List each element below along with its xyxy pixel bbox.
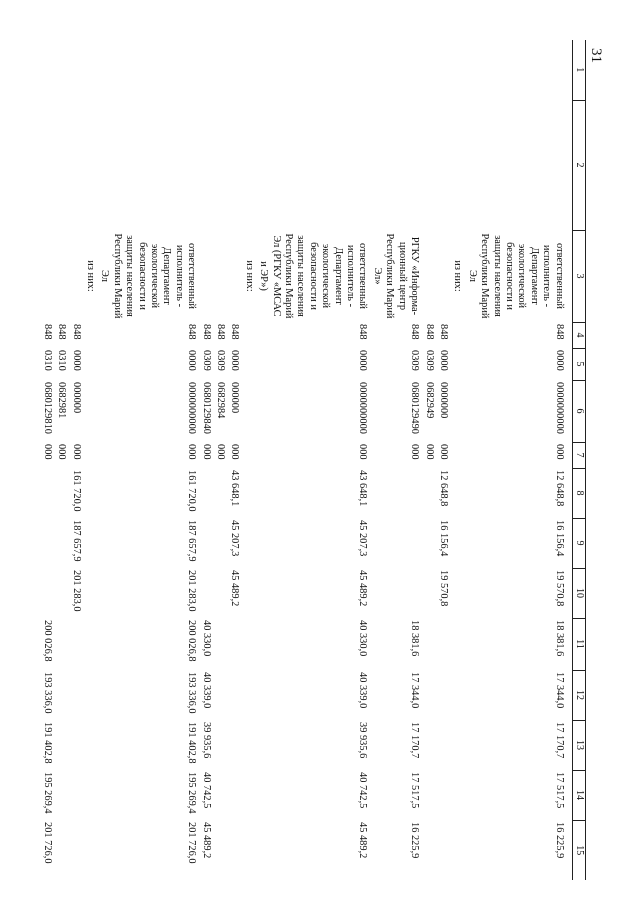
row-value-cell: 161 720,0 <box>186 470 198 512</box>
row-value-cell: 40 339,0 <box>357 672 369 709</box>
empty-cell <box>241 40 255 100</box>
header-cell: 15 <box>572 820 585 880</box>
row-value-cell: 848 <box>553 324 565 340</box>
row-value-cell <box>83 518 97 568</box>
header-cell: 14 <box>572 770 585 820</box>
row-value-cell: 0000 <box>229 350 241 371</box>
row-value-cell <box>54 618 68 670</box>
row-value-cell: 17 517,5 <box>553 772 565 809</box>
header-row <box>572 40 585 880</box>
table-row <box>39 40 53 880</box>
header-cell: 1 <box>572 40 585 100</box>
row-value-cell: 848 <box>186 324 198 340</box>
row-value-cell: 0682981 <box>56 382 68 419</box>
header-cell: 8 <box>572 468 585 518</box>
row-value-cell <box>83 770 97 820</box>
header-cell: 10 <box>572 568 585 618</box>
row-value-cell <box>68 770 82 820</box>
row-value-cell <box>83 322 97 348</box>
row-value-cell: 000 <box>229 444 241 460</box>
empty-cell <box>370 40 422 100</box>
row-label-cell <box>213 230 227 322</box>
row-value-cell: 0309 <box>409 350 421 371</box>
empty-cell <box>227 40 241 100</box>
row-value-cell <box>54 568 68 618</box>
row-value-cell <box>213 770 227 820</box>
row-value-cell: 0309 <box>215 350 227 371</box>
row-value-cell: 45 489,2 <box>357 822 369 859</box>
row-value-cell: 195 269,4 <box>41 772 53 814</box>
table-row <box>464 40 565 880</box>
empty-cell <box>227 100 241 230</box>
row-label-cell: РГКУ «Информа-ционный центр Республики Марий Эл» <box>371 233 421 319</box>
row-value-cell: 45 489,2 <box>200 822 212 859</box>
row-value-cell: 40 339,0 <box>200 672 212 709</box>
table-row <box>97 40 198 880</box>
empty-cell <box>83 100 97 230</box>
row-value-cell: 848 <box>70 324 82 340</box>
row-value-cell: 0309 <box>200 350 212 371</box>
row-value-cell: 000 <box>41 444 53 460</box>
row-value-cell: 000 <box>186 444 198 460</box>
empty-cell <box>436 100 450 230</box>
row-value-cell <box>213 468 227 518</box>
row-value-cell: 17 517,5 <box>409 772 421 809</box>
row-value-cell: 0682949 <box>423 382 435 419</box>
empty-cell <box>68 100 82 230</box>
row-value-cell <box>198 518 212 568</box>
row-value-cell: 201 283,0 <box>70 570 82 612</box>
row-value-cell <box>421 568 435 618</box>
row-value-cell <box>241 348 255 380</box>
row-value-cell: 848 <box>409 324 421 340</box>
row-label-cell: ответственный исполнитель - Департамент экологической безопасности и защиты населения Республики Марий Эл <box>466 233 565 319</box>
row-value-cell: 201 726,0 <box>186 822 198 864</box>
header-cell: 13 <box>572 720 585 770</box>
row-value-cell <box>83 568 97 618</box>
row-label-cell: из них: <box>84 260 96 292</box>
row-label-cell: ответственный исполнитель - Департамент экологической безопасности и защиты населения Республики Марий Эл (РГКУ «МСАС и ЭР») <box>258 233 369 319</box>
row-value-cell <box>421 720 435 770</box>
row-value-cell <box>241 618 255 670</box>
row-value-cell: 17 344,0 <box>409 672 421 709</box>
empty-cell <box>198 100 212 230</box>
row-value-cell: 0000000000 <box>186 382 198 434</box>
header-cell: 3 <box>572 230 585 322</box>
row-value-cell <box>436 618 450 670</box>
row-value-cell: 12 648,8 <box>437 470 449 507</box>
row-value-cell: 39 935,6 <box>357 722 369 759</box>
row-value-cell: 195 269,4 <box>186 772 198 814</box>
row-value-cell: 0000000 <box>437 382 449 419</box>
row-value-cell <box>421 820 435 880</box>
empty-cell <box>83 40 97 100</box>
header-cell: 11 <box>572 618 585 670</box>
row-value-cell <box>450 322 464 348</box>
row-value-cell: 0680129810 <box>41 382 53 434</box>
table-row <box>83 40 97 880</box>
row-value-cell: 16 225,9 <box>553 822 565 859</box>
row-label-cell <box>436 230 450 322</box>
row-label-cell: из них: <box>243 260 255 292</box>
row-value-cell <box>227 618 241 670</box>
empty-cell <box>54 100 68 230</box>
row-value-cell <box>450 568 464 618</box>
row-value-cell <box>241 820 255 880</box>
row-value-cell <box>83 670 97 720</box>
row-label-cell: из них: <box>452 260 464 292</box>
row-value-cell: 000000 <box>229 382 241 414</box>
header-cell: 4 <box>572 322 585 348</box>
row-value-cell <box>54 820 68 880</box>
row-value-cell <box>450 380 464 442</box>
empty-cell <box>97 40 198 100</box>
row-value-cell <box>54 518 68 568</box>
row-label-cell <box>198 230 212 322</box>
page-number: 31 <box>588 48 604 63</box>
row-value-cell <box>39 468 53 518</box>
row-value-cell <box>436 770 450 820</box>
header-cell: 2 <box>572 100 585 230</box>
row-value-cell: 43 648,1 <box>229 470 241 507</box>
row-value-cell <box>83 820 97 880</box>
row-value-cell: 000 <box>70 444 82 460</box>
row-value-cell <box>421 618 435 670</box>
table-row <box>370 40 422 880</box>
row-value-cell: 193 336,0 <box>186 672 198 714</box>
header-cell: 6 <box>572 380 585 442</box>
row-value-cell <box>241 720 255 770</box>
row-value-cell: 200 026,8 <box>186 620 198 662</box>
row-value-cell: 45 489,2 <box>357 570 369 607</box>
row-value-cell: 12 648,8 <box>553 470 565 507</box>
row-value-cell: 0000 <box>357 350 369 371</box>
row-value-cell <box>83 618 97 670</box>
empty-cell <box>421 40 435 100</box>
row-value-cell: 000 <box>423 444 435 460</box>
row-value-cell <box>39 568 53 618</box>
table-row <box>436 40 450 880</box>
row-value-cell <box>450 720 464 770</box>
row-value-cell <box>421 468 435 518</box>
row-value-cell: 201 283,0 <box>186 570 198 612</box>
row-value-cell <box>370 518 422 568</box>
row-value-cell: 0680129490 <box>409 382 421 434</box>
row-value-cell <box>68 670 82 720</box>
row-value-cell: 201 726,0 <box>41 822 53 864</box>
header-cell: 5 <box>572 348 585 380</box>
empty-cell <box>450 40 464 100</box>
empty-cell <box>68 40 82 100</box>
row-value-cell <box>436 720 450 770</box>
row-value-cell <box>241 468 255 518</box>
row-value-cell: 17 170,7 <box>409 722 421 759</box>
row-label-cell: ответственный исполнитель - Департамент экологической безопасности и защиты населения Республики Марий Эл <box>99 233 198 319</box>
row-value-cell <box>450 468 464 518</box>
row-value-cell: 0000 <box>553 350 565 371</box>
row-value-cell: 0000 <box>70 350 82 371</box>
row-value-cell: 000 <box>357 444 369 460</box>
row-value-cell: 000 <box>200 444 212 460</box>
row-value-cell: 45 489,2 <box>229 570 241 607</box>
row-value-cell: 19 570,8 <box>553 570 565 607</box>
row-value-cell: 16 156,4 <box>553 520 565 557</box>
row-value-cell: 848 <box>229 324 241 340</box>
row-value-cell <box>370 468 422 518</box>
empty-cell <box>464 40 565 100</box>
row-value-cell <box>227 770 241 820</box>
row-value-cell <box>213 618 227 670</box>
row-label-cell <box>39 230 53 322</box>
empty-cell <box>256 40 370 100</box>
row-value-cell: 17 170,7 <box>553 722 565 759</box>
empty-cell <box>241 100 255 230</box>
row-value-cell: 45 207,3 <box>229 520 241 557</box>
row-value-cell <box>54 670 68 720</box>
row-value-cell <box>213 820 227 880</box>
row-value-cell: 18 381,6 <box>553 620 565 657</box>
table-row <box>241 40 255 880</box>
row-value-cell: 191 402,8 <box>186 722 198 764</box>
budget-table-sheet <box>41 40 586 864</box>
empty-cell <box>256 100 370 230</box>
row-value-cell: 0310 <box>41 350 53 371</box>
header-cell: 7 <box>572 442 585 468</box>
row-value-cell <box>450 618 464 670</box>
row-value-cell: 40 742,5 <box>357 772 369 809</box>
row-label-cell <box>68 230 82 322</box>
row-value-cell <box>213 720 227 770</box>
empty-cell <box>39 40 53 100</box>
row-value-cell: 39 935,6 <box>200 722 212 759</box>
row-value-cell: 0680129840 <box>200 382 212 434</box>
empty-cell <box>464 100 565 230</box>
row-value-cell <box>241 518 255 568</box>
row-value-cell <box>450 442 464 468</box>
row-value-cell <box>227 720 241 770</box>
empty-cell <box>370 100 422 230</box>
table-row <box>227 40 241 880</box>
row-value-cell <box>39 518 53 568</box>
row-value-cell <box>241 770 255 820</box>
row-value-cell: 000 <box>56 444 68 460</box>
row-value-cell <box>241 322 255 348</box>
row-label-cell <box>54 230 68 322</box>
row-value-cell <box>436 670 450 720</box>
row-label-cell <box>227 230 241 322</box>
row-value-cell: 848 <box>423 324 435 340</box>
row-value-cell <box>68 720 82 770</box>
header-cell: 12 <box>572 670 585 720</box>
row-value-cell <box>450 670 464 720</box>
row-value-cell <box>241 670 255 720</box>
table-row <box>198 40 212 880</box>
row-value-cell <box>198 568 212 618</box>
row-value-cell: 0000 <box>437 350 449 371</box>
row-value-cell <box>54 720 68 770</box>
row-value-cell: 0000000000 <box>553 382 565 434</box>
row-value-cell: 0000 <box>186 350 198 371</box>
row-value-cell <box>241 568 255 618</box>
row-value-cell: 40 330,0 <box>357 620 369 657</box>
row-value-cell <box>68 820 82 880</box>
budget-table <box>39 40 586 880</box>
row-value-cell <box>54 770 68 820</box>
row-value-cell <box>436 820 450 880</box>
row-value-cell <box>83 348 97 380</box>
row-value-cell: 848 <box>215 324 227 340</box>
row-value-cell: 0000000000 <box>357 382 369 434</box>
row-label-cell <box>421 230 435 322</box>
row-value-cell <box>450 770 464 820</box>
row-value-cell <box>241 442 255 468</box>
row-value-cell <box>54 468 68 518</box>
row-value-cell <box>421 770 435 820</box>
empty-cell <box>54 40 68 100</box>
row-value-cell <box>227 670 241 720</box>
row-value-cell: 848 <box>41 324 53 340</box>
row-value-cell: 19 570,8 <box>437 570 449 607</box>
row-value-cell: 16 225,9 <box>409 822 421 859</box>
table-row <box>256 40 370 880</box>
row-value-cell <box>213 568 227 618</box>
row-value-cell: 0682984 <box>215 382 227 419</box>
table-row <box>450 40 464 880</box>
row-value-cell <box>83 380 97 442</box>
row-value-cell <box>198 468 212 518</box>
empty-cell <box>198 40 212 100</box>
row-value-cell <box>370 568 422 618</box>
row-value-cell: 0309 <box>423 350 435 371</box>
row-value-cell <box>213 518 227 568</box>
row-value-cell <box>83 442 97 468</box>
row-value-cell <box>83 720 97 770</box>
empty-cell <box>213 40 227 100</box>
row-value-cell: 17 344,0 <box>553 672 565 709</box>
table-row <box>68 40 82 880</box>
row-value-cell: 000000 <box>70 382 82 414</box>
row-value-cell <box>83 468 97 518</box>
row-value-cell: 000 <box>553 444 565 460</box>
empty-cell <box>39 100 53 230</box>
row-value-cell: 848 <box>200 324 212 340</box>
row-value-cell: 000 <box>409 444 421 460</box>
row-value-cell <box>450 820 464 880</box>
row-value-cell <box>227 820 241 880</box>
header-cell: 9 <box>572 518 585 568</box>
row-value-cell: 193 336,0 <box>41 672 53 714</box>
row-value-cell: 16 156,4 <box>437 520 449 557</box>
empty-cell <box>421 100 435 230</box>
row-value-cell: 43 648,1 <box>357 470 369 507</box>
row-value-cell <box>68 618 82 670</box>
row-value-cell <box>450 348 464 380</box>
row-value-cell: 200 026,8 <box>41 620 53 662</box>
row-value-cell: 18 381,6 <box>409 620 421 657</box>
empty-cell <box>97 100 198 230</box>
row-value-cell: 848 <box>56 324 68 340</box>
row-value-cell: 161 720,0 <box>70 470 82 512</box>
row-value-cell: 000 <box>215 444 227 460</box>
row-value-cell <box>241 380 255 442</box>
row-value-cell <box>421 518 435 568</box>
empty-cell <box>213 100 227 230</box>
table-row <box>54 40 68 880</box>
empty-cell <box>436 40 450 100</box>
row-value-cell: 40 742,5 <box>200 772 212 809</box>
row-value-cell: 187 657,9 <box>70 520 82 562</box>
row-value-cell: 45 207,3 <box>357 520 369 557</box>
empty-cell <box>450 100 464 230</box>
row-value-cell: 0310 <box>56 350 68 371</box>
row-value-cell <box>421 670 435 720</box>
table-row <box>421 40 435 880</box>
table-row <box>213 40 227 880</box>
row-value-cell: 848 <box>357 324 369 340</box>
row-value-cell <box>450 518 464 568</box>
row-value-cell: 848 <box>437 324 449 340</box>
row-value-cell: 191 402,8 <box>41 722 53 764</box>
row-value-cell <box>213 670 227 720</box>
row-value-cell: 40 330,0 <box>200 620 212 657</box>
row-value-cell: 187 657,9 <box>186 520 198 562</box>
row-value-cell: 000 <box>437 444 449 460</box>
